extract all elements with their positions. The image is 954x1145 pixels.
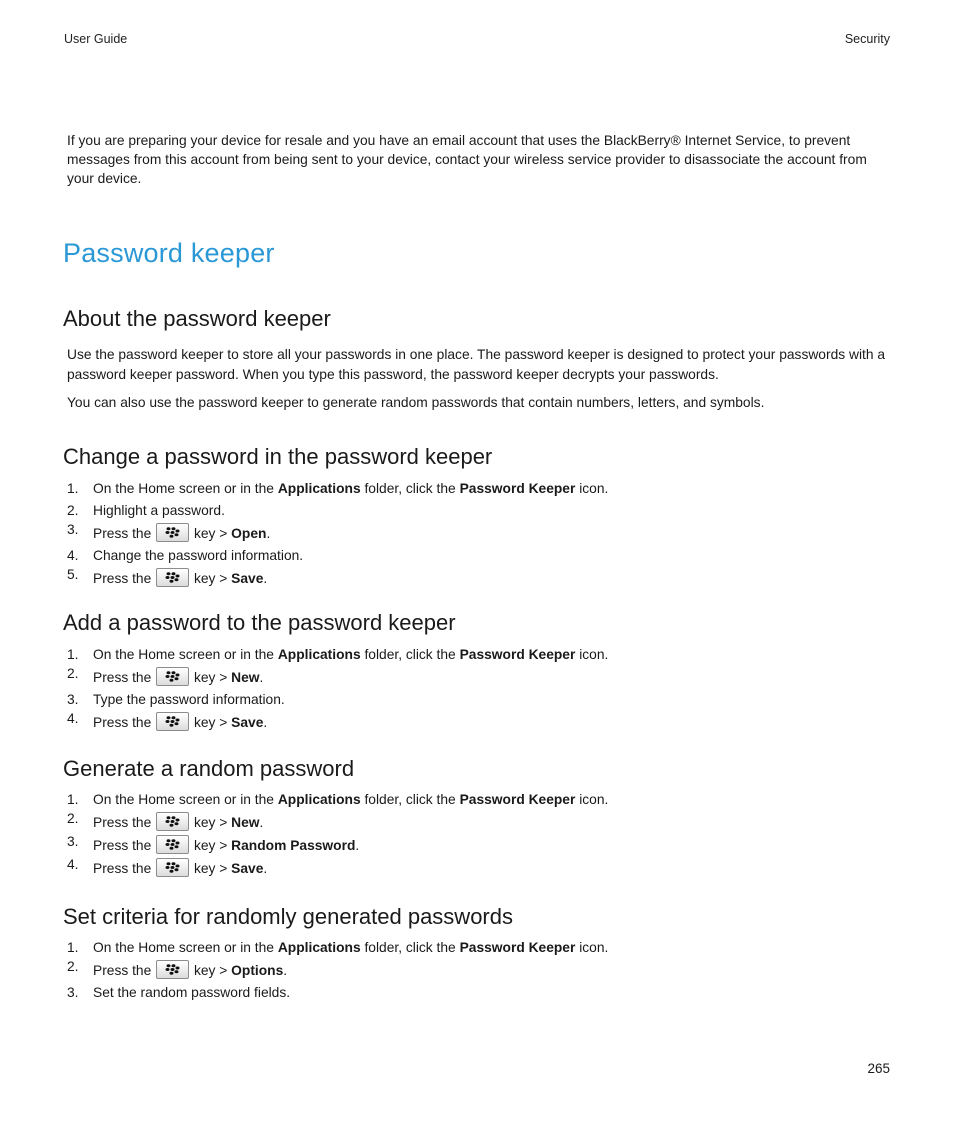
step-text: On the Home screen or in the [93, 647, 278, 662]
step-text: . [259, 815, 264, 830]
step-text: . [266, 526, 271, 541]
applications-label: Applications [277, 792, 361, 807]
step-text: key > [193, 715, 232, 730]
step-text: folder, click the [360, 792, 460, 807]
step-text: . [259, 670, 264, 685]
change-heading: Change a password in the password keeper [63, 444, 493, 469]
step-text: Type the password information. [93, 692, 285, 707]
step-text: key > [193, 861, 232, 876]
save-label: Save [231, 861, 264, 876]
step-number: 2. [67, 811, 79, 826]
list-item [67, 689, 897, 711]
page-number: 265 [867, 1061, 890, 1076]
applications-label: Applications [277, 481, 361, 496]
step-text: folder, click the [360, 481, 460, 496]
add-heading: Add a password to the password keeper [63, 610, 456, 635]
step-text: . [263, 715, 268, 730]
step-text: key > [193, 815, 232, 830]
open-label: Open [231, 526, 267, 541]
blackberry-menu-key-icon [156, 712, 189, 731]
step-text: key > [193, 670, 232, 685]
save-label: Save [231, 571, 264, 586]
step-number: 5. [67, 567, 79, 582]
step-text: . [283, 963, 288, 978]
step-text: Press the [93, 715, 152, 730]
save-label: Save [231, 715, 264, 730]
step-text: icon. [575, 792, 609, 807]
step-text: Press the [93, 670, 152, 685]
list-item [67, 811, 897, 834]
step-text: folder, click the [360, 940, 460, 955]
step-text: Press the [93, 571, 152, 586]
blackberry-menu-key-icon [156, 812, 189, 831]
random-password-label: Random Password [231, 838, 356, 853]
step-number: 2. [67, 503, 79, 518]
blackberry-menu-key-icon [156, 858, 189, 877]
generate-heading: Generate a random password [63, 756, 355, 781]
list-item [67, 937, 897, 959]
password-keeper-label: Password Keeper [459, 647, 576, 662]
list-item [67, 567, 897, 590]
list-item [67, 834, 897, 857]
step-text: Press the [93, 838, 152, 853]
step-number: 4. [67, 711, 79, 726]
step-text: . [263, 861, 268, 876]
step-text: On the Home screen or in the [93, 792, 278, 807]
step-number: 3. [67, 834, 79, 849]
step-number: 1. [67, 481, 79, 496]
running-header-right: Security [844, 32, 890, 46]
list-item [67, 545, 897, 567]
step-text: folder, click the [360, 647, 460, 662]
step-text: Set the random password fields. [93, 985, 291, 1000]
step-text: icon. [575, 647, 609, 662]
step-text: key > [193, 838, 232, 853]
blackberry-menu-key-icon [156, 667, 189, 686]
step-text: Press the [93, 526, 152, 541]
new-label: New [231, 815, 260, 830]
list-item [67, 857, 897, 880]
list-item [67, 982, 897, 1004]
step-number: 4. [67, 548, 79, 563]
step-number: 2. [67, 959, 79, 974]
step-number: 4. [67, 857, 79, 872]
options-label: Options [231, 963, 284, 978]
list-item [67, 789, 897, 811]
step-number: 3. [67, 692, 79, 707]
step-text: . [355, 838, 360, 853]
step-number: 1. [67, 647, 79, 662]
about-paragraph-1: Use the password keeper to store all your passwords in one place. The password keeper is designed to protect your passwords with a password keeper password. When you type this password, the password keeper decrypts your passwords. [67, 347, 886, 382]
step-text: Press the [93, 861, 152, 876]
criteria-steps [67, 937, 897, 1004]
step-text: Press the [93, 963, 152, 978]
step-text: key > [193, 526, 232, 541]
new-label: New [231, 670, 260, 685]
password-keeper-label: Password Keeper [459, 481, 576, 496]
intro-paragraph: If you are preparing your device for resale and you have an email account that uses the BlackBerry® Internet Service, to prevent messages from this account from being sent to your device, contact your wireless service provider to disassociate the account from your device. [67, 133, 867, 186]
step-text: Press the [93, 815, 152, 830]
list-item [67, 711, 897, 734]
step-number: 2. [67, 666, 79, 681]
list-item [67, 666, 897, 689]
applications-label: Applications [277, 940, 361, 955]
generate-steps [67, 789, 897, 880]
list-item [67, 522, 897, 545]
blackberry-menu-key-icon [156, 568, 189, 587]
blackberry-menu-key-icon [156, 835, 189, 854]
password-keeper-label: Password Keeper [459, 792, 576, 807]
about-paragraph-2: You can also use the password keeper to generate random passwords that contain numbers, letters, and symbols. [67, 395, 765, 410]
applications-label: Applications [277, 647, 361, 662]
step-text: icon. [575, 481, 609, 496]
section-title: Password keeper [63, 238, 275, 268]
step-text: Change the password information. [93, 548, 304, 563]
criteria-heading: Set criteria for randomly generated passwords [63, 904, 513, 929]
running-header-left: User Guide [64, 32, 128, 46]
step-number: 3. [67, 985, 79, 1000]
step-text: key > [193, 963, 232, 978]
step-number: 1. [67, 940, 79, 955]
step-text: Highlight a password. [93, 503, 225, 518]
list-item [67, 959, 897, 982]
change-steps [67, 478, 897, 590]
blackberry-menu-key-icon [156, 523, 189, 542]
step-text: . [263, 571, 268, 586]
list-item [67, 644, 897, 666]
step-number: 1. [67, 792, 79, 807]
step-text: On the Home screen or in the [93, 940, 278, 955]
password-keeper-label: Password Keeper [459, 940, 576, 955]
step-text: On the Home screen or in the [93, 481, 278, 496]
list-item [67, 500, 897, 522]
blackberry-menu-key-icon [156, 960, 189, 979]
list-item [67, 478, 897, 500]
add-steps [67, 644, 897, 734]
step-number: 3. [67, 522, 79, 537]
about-heading: About the password keeper [63, 306, 331, 331]
step-text: key > [193, 571, 232, 586]
step-text: icon. [575, 940, 609, 955]
